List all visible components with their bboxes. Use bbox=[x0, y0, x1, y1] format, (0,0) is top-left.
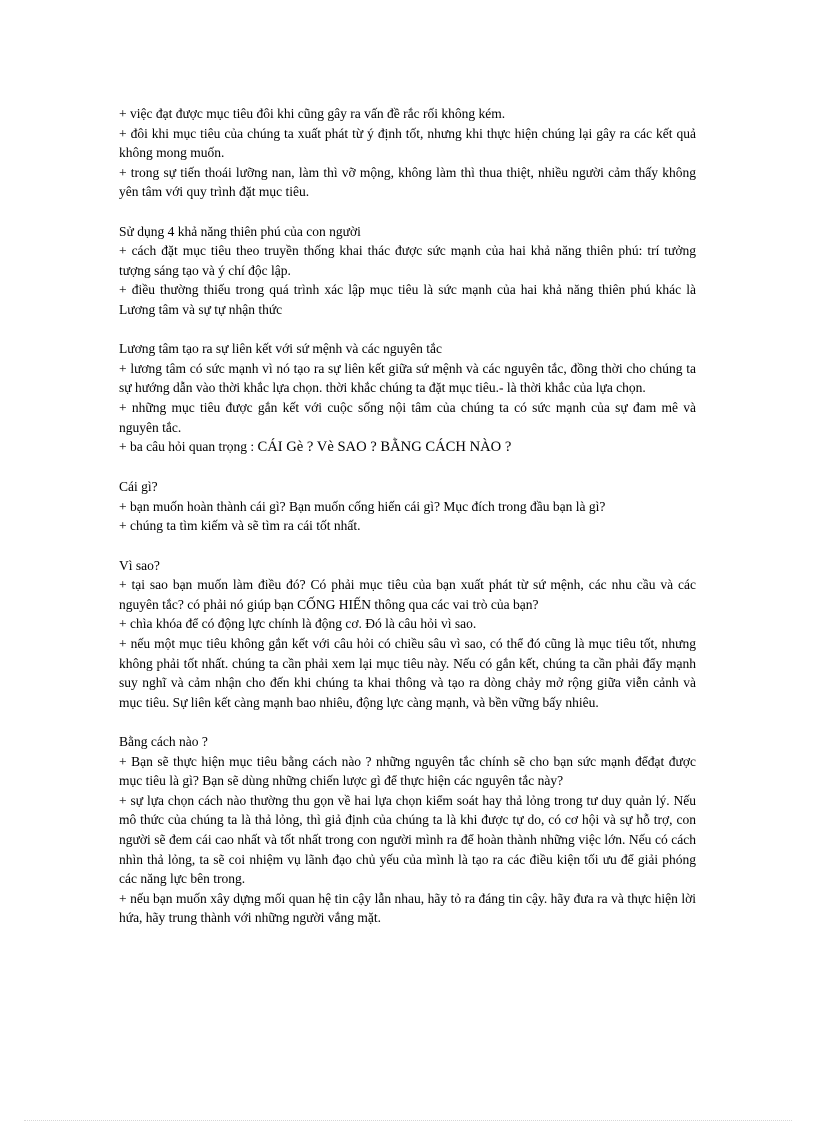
paragraph: + bạn muốn hoàn thành cái gì? Bạn muốn cống hiến cái gì? Mục đích trong đầu bạn là gì? bbox=[119, 498, 606, 514]
paragraph: + cách đặt mục tiêu theo truyền thống khai thác được sức mạnh của hai khả năng thiên phú: trí tưởng tượng sáng tạo và ý chí độc lập. bbox=[119, 243, 696, 278]
paragraph: + nếu một mục tiêu không gắn kết với câu hỏi có chiều sâu vì sao, có thể đó cũng là mục tiêu tốt, nhưng không phải tốt nhất. chúng ta cần phải xem lại mục tiêu này. Nếu có gắn kết, chúng ta cần phải đẩy mạnh suy nghĩ và cảm nhận cho đến khi chúng ta khai thông và tạo ra dòng chảy mở rộng giữa viễn cảnh và mục tiêu. Sự liên kết càng mạnh bao nhiêu, động lực càng mạnh, và bền vững bấy nhiêu. bbox=[119, 636, 696, 710]
paragraph: + việc đạt được mục tiêu đôi khi cũng gây ra vấn đề rắc rối không kém. bbox=[119, 106, 506, 121]
paragraph: + Bạn sẽ thực hiện mục tiêu bằng cách nào ? những nguyên tắc chính sẽ cho bạn sức mạnh đểđạt được mục tiêu là gì? Bạn sẽ dùng những chiến lược gì để thực hiện các nguyên tắc này? bbox=[119, 753, 696, 789]
paragraph: + chìa khóa để có động lực chính là động cơ. Đó là câu hỏi vì sao. bbox=[119, 616, 477, 632]
questions-intro: + ba câu hỏi quan trọng : bbox=[119, 439, 258, 455]
paragraph: + tại sao bạn muốn làm điều đó? Có phải mục tiêu của bạn xuất phát từ sứ mệnh, các nhu cầu và các nguyên tắc? có phải nó giúp bạn CỐNG HIẾN thông qua các vai trò của bạn? bbox=[119, 577, 696, 612]
page-bottom-divider bbox=[24, 1120, 792, 1121]
paragraph-spacer bbox=[119, 458, 696, 478]
paragraph: + đôi khi mục tiêu của chúng ta xuất phát từ ý định tốt, nhưng khi thực hiện chúng lại gây ra các kết quả không mong muốn. bbox=[119, 125, 696, 161]
paragraph-spacer bbox=[119, 202, 696, 222]
section-heading: Lương tâm tạo ra sự liên kết với sứ mệnh và các nguyên tắc bbox=[119, 341, 443, 357]
section-heading: Bằng cách nào ? bbox=[119, 734, 208, 749]
paragraph-spacer bbox=[119, 320, 696, 340]
section-heading: Vì sao? bbox=[119, 557, 160, 573]
paragraph: + trong sự tiến thoái lưỡng nan, làm thì vỡ mộng, không làm thì thua thiệt, nhiều người cảm thấy không yên tâm với quy trình đặt mục tiêu. bbox=[119, 164, 696, 200]
paragraph-questions bbox=[119, 437, 696, 458]
section-heading: Cái gì? bbox=[119, 479, 158, 495]
questions-list: CÁI Gè ? Vè SAO ? BẰNG CÁCH NÀO ? bbox=[257, 439, 512, 456]
paragraph: + lương tâm có sức mạnh vì nó tạo ra sự liên kết giữa sứ mệnh và các nguyên tắc, đồng thời cho chúng ta sự hướng dẫn vào thời khắc lựa chọn. thời khắc chúng ta đặt mục tiêu.- là thời khắc của lựa chọn. bbox=[119, 360, 696, 396]
paragraph: + những mục tiêu được gắn kết với cuộc sống nội tâm của chúng ta có sức mạnh của sự đam mê và nguyên tắc. bbox=[119, 399, 696, 435]
paragraph-spacer bbox=[119, 712, 696, 732]
paragraph: + chúng ta tìm kiếm và sẽ tìm ra cái tốt nhất. bbox=[119, 518, 361, 534]
paragraph: + sự lựa chọn cách nào thường thu gọn về hai lựa chọn kiểm soát hay thả lỏng trong tư duy quản lý. Nếu mô thức của chúng ta là thả lỏng, thì giả định của chúng ta là khi được tự do, có cơ hội và sự hỗ trợ, con người sẽ đem cái cao nhất và tốt nhất trong con người mình ra để hoàn thành những việc lớn. Nếu có cách nhìn thả lỏng, ta sẽ coi nhiệm vụ lãnh đạo chủ yếu của mình là tạo ra các điều kiện tối ưu để giải phóng các năng lực bên trong. bbox=[119, 792, 696, 887]
paragraph: + điều thường thiếu trong quá trình xác lập mục tiêu là sức mạnh của hai khả năng thiên phú khác là Lương tâm và sự tự nhận thức bbox=[119, 282, 696, 317]
paragraph-spacer bbox=[119, 536, 696, 556]
section-heading: Sử dụng 4 khả năng thiên phú của con người bbox=[119, 223, 361, 239]
document-body bbox=[119, 104, 696, 928]
paragraph: + nếu bạn muốn xây dựng mối quan hệ tin cậy lẫn nhau, hãy tỏ ra đáng tin cậy. hãy đưa ra và thực hiện lời hứa, hãy trung thành với những người vắng mặt. bbox=[119, 890, 696, 926]
